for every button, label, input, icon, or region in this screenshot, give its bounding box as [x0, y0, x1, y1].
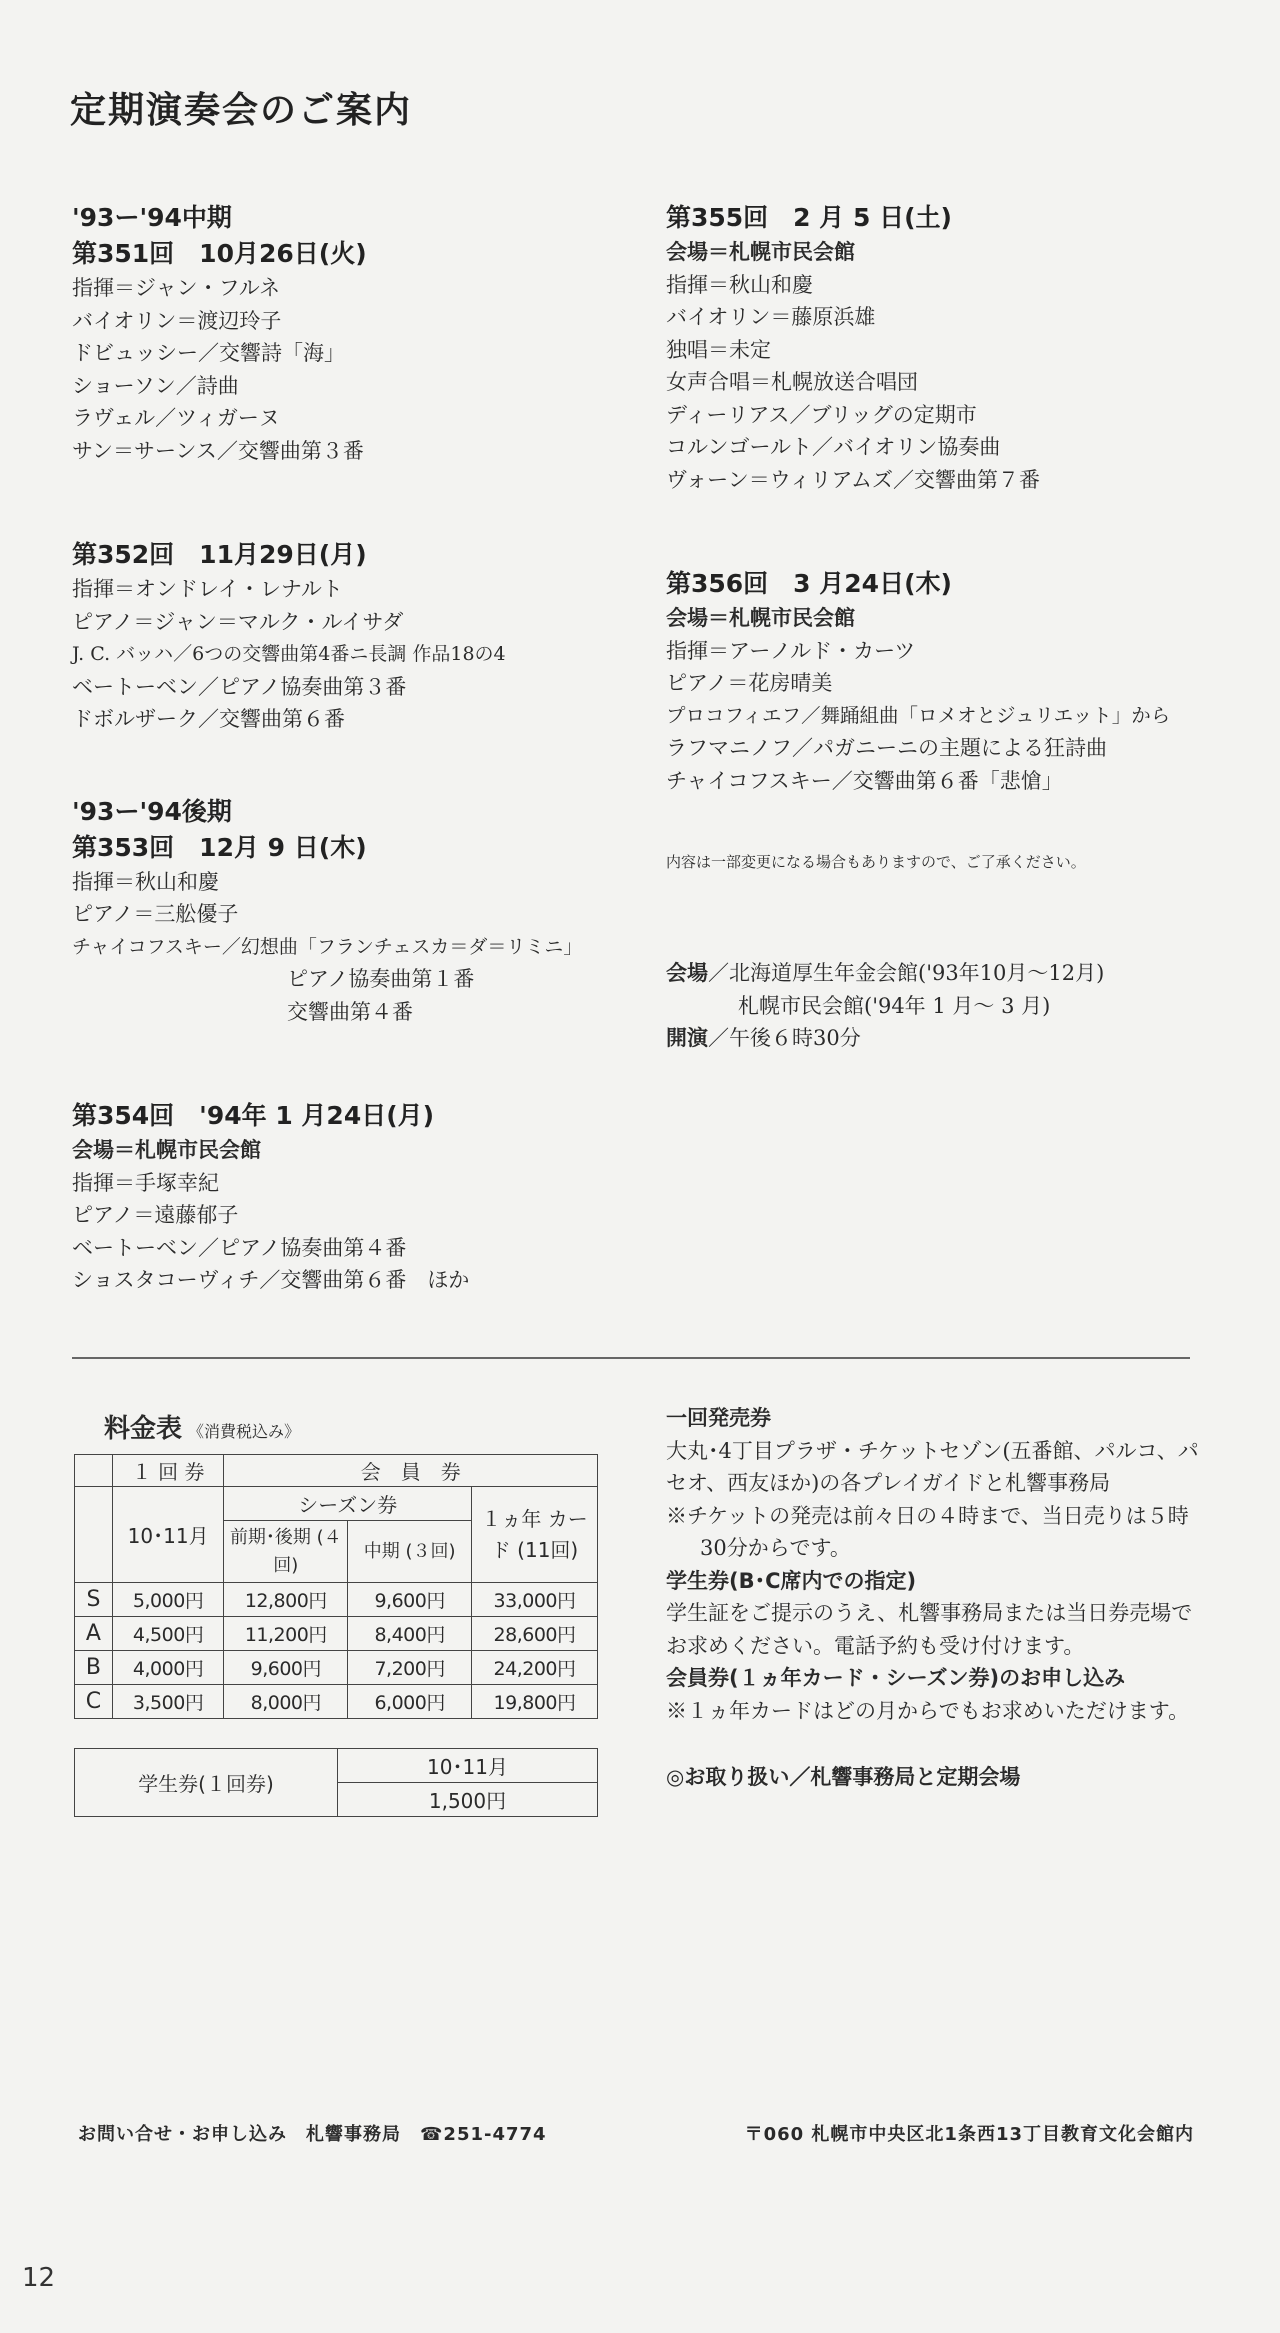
price-cell: 33,000円 — [472, 1583, 598, 1617]
concert-line: ピアノ＝遠藤郁子 — [72, 1203, 239, 1227]
concert-354 — [72, 1098, 652, 1297]
concert-heading: 第355回 2 月 5 日(土) — [666, 203, 952, 232]
concert-venue: 会場＝札幌市民会館 — [666, 240, 855, 264]
concert-line: ピアノ協奏曲第１番 — [287, 967, 475, 991]
concert-line: ラフマニノフ／パガニーニの主題による狂詩曲 — [666, 736, 1107, 760]
concert-line: 指揮＝秋山和慶 — [666, 272, 813, 297]
header-single: １ 回 券 — [112, 1455, 224, 1487]
concert-line: ドボルザーク／交響曲第６番 — [72, 707, 345, 731]
table-corner — [75, 1487, 113, 1583]
page-number: 12 — [22, 2263, 56, 2293]
start-time-line — [666, 1022, 1226, 1055]
start-label: 開演 — [666, 1026, 708, 1050]
concert-352 — [72, 537, 652, 736]
concert-line: ベートーベン／ピアノ協奏曲第４番 — [72, 1235, 407, 1260]
table-corner — [75, 1455, 113, 1487]
header-year-card: １ヵ年 カード (11回) — [472, 1487, 598, 1583]
table-row — [75, 1617, 598, 1651]
price-cell: 8,000円 — [224, 1685, 348, 1719]
venue-line-2: 札幌市民会館('94年 1 月～ 3 月) — [738, 993, 1051, 1018]
table-row — [75, 1583, 598, 1617]
sales-info — [666, 1402, 1206, 1791]
student-label: 学生券(１回券) — [75, 1749, 338, 1817]
table-row — [75, 1685, 598, 1719]
header-months: 10･11月 — [112, 1487, 224, 1583]
concert-line: ラヴェル／ツィガーヌ — [72, 406, 280, 430]
rank-cell: B — [75, 1651, 113, 1685]
concert-line: ヴォーン＝ウィリアムズ／交響曲第７番 — [666, 467, 1041, 492]
concert-355 — [666, 200, 1226, 496]
price-title-main: 料金表 — [104, 1414, 183, 1444]
concert-heading: 第353回 12月 9 日(木) — [72, 832, 367, 862]
concert-line: 独唱＝未定 — [666, 337, 771, 362]
concert-line: ショスタコーヴィチ／交響曲第６番 ほか — [72, 1268, 470, 1292]
rank-cell: C — [75, 1685, 113, 1719]
concert-line: 指揮＝アーノルド・カーツ — [666, 638, 916, 663]
footer-address: 〒060 札幌市中央区北1条西13丁目教育文化会館内 — [744, 2124, 1194, 2145]
venue-text: ／北海道厚生年金会館('93年10月～12月) — [708, 961, 1105, 985]
price-cell: 28,600円 — [472, 1617, 598, 1651]
concert-line: プロコフィエフ／舞踊組曲「ロメオとジュリエット」から — [666, 703, 1171, 727]
concert-353 — [72, 830, 652, 1029]
concert-line: 指揮＝秋山和慶 — [72, 869, 219, 894]
price-cell: 4,500円 — [112, 1617, 224, 1651]
student-table — [74, 1748, 598, 1817]
concert-line: ショーソン／詩曲 — [72, 373, 239, 398]
price-title — [104, 1408, 300, 1445]
concert-heading: 第351回 10月26日(火) — [72, 239, 367, 268]
price-cell: 9,600円 — [348, 1583, 472, 1617]
term-midterm: '93ー'94中期 — [72, 203, 232, 232]
price-cell: 5,000円 — [112, 1583, 224, 1617]
student-price: 1,500円 — [338, 1783, 598, 1817]
concert-heading: 第354回 '94年 1 月24日(月) — [72, 1101, 435, 1130]
change-notice: 内容は一部変更になる場合もありますので、ご了承ください。 — [666, 853, 1086, 871]
concert-line: サン＝サーンス／交響曲第３番 — [72, 438, 364, 463]
one-time-note: ※チケットの発売は前々日の４時まで、当日売りは５時30分からです。 — [666, 1503, 1189, 1560]
concert-line: 交響曲第４番 — [287, 999, 413, 1024]
member-note: ※１ヵ年カードはどの月からでもお求めいただけます。 — [666, 1698, 1190, 1723]
section-divider — [72, 1357, 1190, 1359]
concert-venue: 会場＝札幌市民会館 — [666, 606, 855, 630]
price-cell: 7,200円 — [348, 1651, 472, 1685]
concert-line: ピアノ＝三舩優子 — [72, 902, 239, 926]
concert-venue: 会場＝札幌市民会館 — [72, 1138, 261, 1162]
concert-line: ベートーベン／ピアノ協奏曲第３番 — [72, 674, 407, 699]
concert-line: 指揮＝ジャン・フルネ — [72, 276, 281, 300]
header-early-late: 前期･後期 (４回) — [224, 1521, 348, 1583]
price-title-sub: 《消費税込み》 — [188, 1422, 301, 1441]
handling-info: ◎お取り扱い／札響事務局と定期会場 — [666, 1765, 1021, 1789]
rank-cell: A — [75, 1617, 113, 1651]
concert-line: ピアノ＝ジャン＝マルク・ルイサダ — [72, 609, 404, 634]
price-cell: 24,200円 — [472, 1651, 598, 1685]
price-cell: 12,800円 — [224, 1583, 348, 1617]
concert-351 — [72, 236, 652, 467]
concert-line: J. C. バッハ／6つの交響曲第4番ニ長調 作品18の4 — [72, 643, 506, 665]
concert-line: 女声合唱＝札幌放送合唱団 — [666, 370, 918, 394]
concert-line: バイオリン＝藤原浜雄 — [666, 305, 876, 329]
start-text: ／午後６時30分 — [708, 1026, 861, 1050]
venue-info — [666, 957, 1226, 1055]
concert-heading: 第356回 3 月24日(木) — [666, 569, 952, 598]
price-cell: 4,000円 — [112, 1651, 224, 1685]
price-cell: 9,600円 — [224, 1651, 348, 1685]
concert-heading: 第352回 11月29日(月) — [72, 540, 367, 569]
price-cell: 8,400円 — [348, 1617, 472, 1651]
price-cell: 11,200円 — [224, 1617, 348, 1651]
header-member: 会 員 券 — [224, 1455, 598, 1487]
header-mid: 中期 (３回) — [348, 1521, 472, 1583]
concert-line: バイオリン＝渡辺玲子 — [72, 308, 282, 333]
student-heading: 学生券(B･C席内での指定) — [666, 1568, 917, 1593]
price-cell: 3,500円 — [112, 1685, 224, 1719]
price-cell: 19,800円 — [472, 1685, 598, 1719]
rank-cell: S — [75, 1583, 113, 1617]
page-title: 定期演奏会のご案内 — [70, 90, 413, 131]
price-table — [74, 1454, 598, 1719]
member-heading: 会員券(１ヵ年カード・シーズン券)のお申し込み — [666, 1666, 1126, 1690]
concert-line: ピアノ＝花房晴美 — [666, 671, 833, 695]
price-cell: 6,000円 — [348, 1685, 472, 1719]
one-time-heading: 一回発売券 — [666, 1406, 771, 1430]
right-column — [666, 200, 1226, 1055]
venue-line — [666, 957, 1226, 990]
concert-line: コルンゴールト／バイオリン協奏曲 — [666, 435, 1001, 459]
left-column — [72, 200, 652, 1297]
concert-line: 指揮＝手塚幸紀 — [72, 1170, 219, 1195]
concert-line: ドビュッシー／交響詩「海」 — [72, 341, 345, 365]
venue-label: 会場 — [666, 961, 708, 985]
footer-contact: お問い合せ・お申し込み 札響事務局 ☎251-4774 — [78, 2124, 547, 2145]
student-text: 学生証をご提示のうえ、札響事務局または当日券売場でお求めください。電話予約も受け付けます。 — [666, 1601, 1193, 1658]
table-row — [75, 1651, 598, 1685]
student-months: 10･11月 — [338, 1749, 598, 1783]
one-time-text: 大丸･4丁目プラザ・チケットセゾン(五番館、パルコ、パセオ、西友ほか)の各プレイガイドと札響事務局 — [666, 1438, 1199, 1495]
term-lateterm: '93ー'94後期 — [72, 796, 232, 826]
concert-line: ディーリアス／ブリッグの定期市 — [666, 402, 977, 427]
concert-line: 指揮＝オンドレイ・レナルト — [72, 577, 343, 601]
concert-line: チャイコフスキー／交響曲第６番「悲愴」 — [666, 768, 1063, 793]
header-season: シーズン券 — [224, 1487, 472, 1521]
concert-356 — [666, 566, 1226, 797]
concert-line: チャイコフスキー／幻想曲「フランチェスカ＝ダ＝リミニ」 — [72, 935, 583, 958]
